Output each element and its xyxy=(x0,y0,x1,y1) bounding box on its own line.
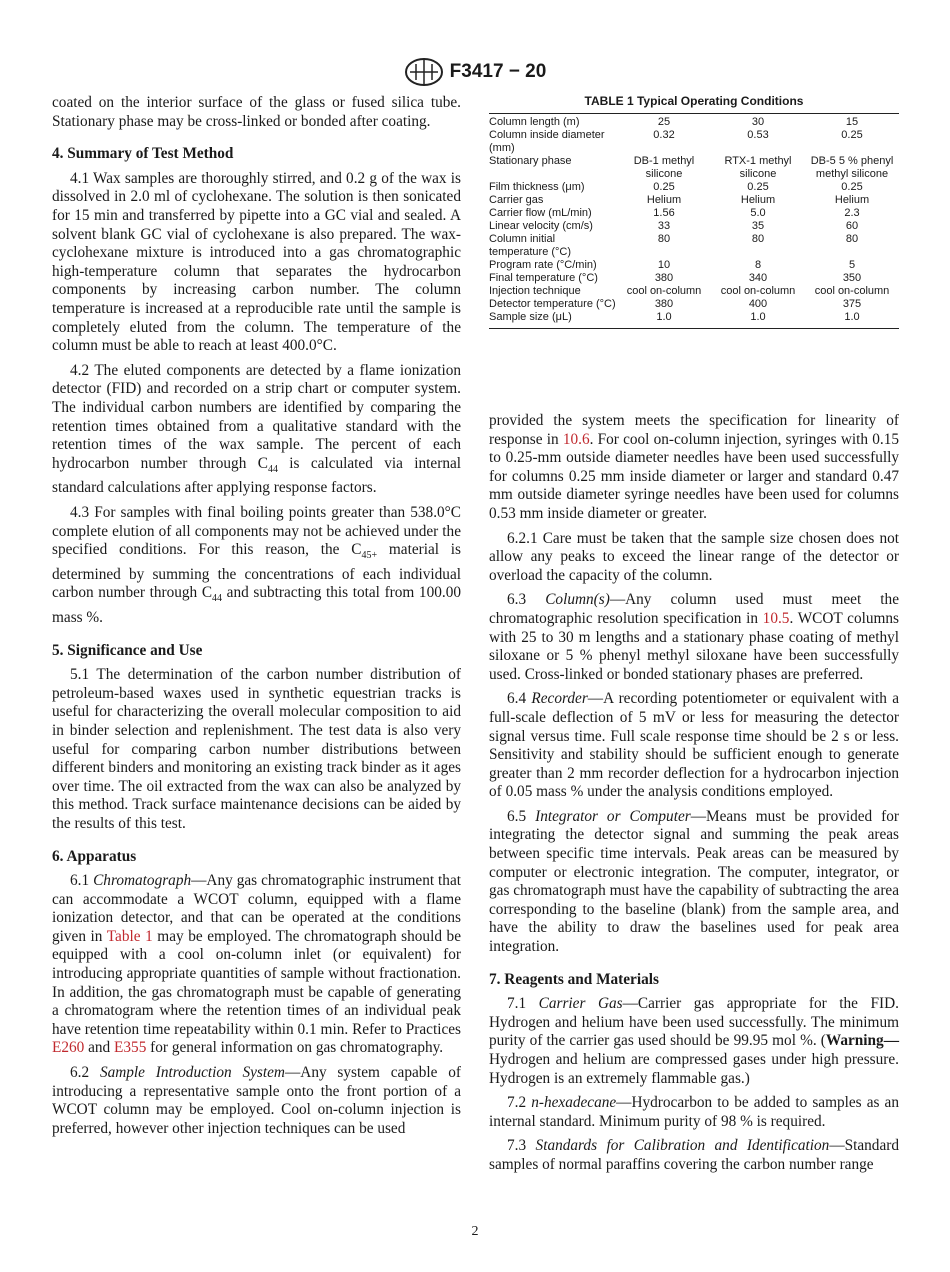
paragraph: 7.1 Carrier Gas—Carrier gas appropriate for the FID. Hydrogen and helium have been used successfully. The minimum purity of the carrier gas used should be 99.95 mol %. (Warning—Hydrogen and helium are compressed gases under high pressure. Hydrogen is an extremely flammable gas.) xyxy=(489,995,899,1087)
paragraph: 6.1 Chromatograph—Any gas chromatographic instrument that can accommodate a WCOT column, equipped with a flame ionization detector, and that can be operated at the conditions given in Table 1 may be employed. The chromatograph should be equipped with a cool on-column inlet (or equivalent) for introducing appropriate quantities of sample without fractionation. In addition, the gas chromatograph must be capable of generating a chromatogram where the retention times of an individual peak have retention time repeatability within 0.1 min. Refer to Practices E260 and E355 for general information on gas chromatography. xyxy=(52,872,461,1057)
section-heading: 6. Apparatus xyxy=(52,847,137,865)
table-cell: DB-5 5 % phenyl methyl silicone xyxy=(810,155,894,180)
left-column xyxy=(52,94,461,1144)
table-row xyxy=(489,129,899,155)
paragraph: 6.2 Sample Introduction System—Any system capable of introducing a representative sample onto the front portion of a WCOT column may be employed. Cool on-column injection is preferred, however other injection techniques can be used xyxy=(52,1064,461,1137)
table-cell: 80 xyxy=(845,233,859,245)
table-cell: 8 xyxy=(754,259,762,271)
table-1-link[interactable]: Table 1 xyxy=(106,927,153,945)
paragraph: 5.1 The determination of the carbon number distribution of petroleum-based waxes used in synthetic equestrian tracks is useful for characterizing the overall molecular composition to aid in binder selection and replenishment. The test data is also very useful for comparing carbon number distributions between different binders and monitoring an existing track binder as it ages over time. The oil extracted from the wax can also be analyzed by this method. Track surface maintenance decisions can be aided by the results of this test. xyxy=(52,666,461,832)
table-cell: 380 xyxy=(654,298,674,310)
table-title: TABLE 1 Typical Operating Conditions xyxy=(584,94,804,108)
table-cell: Helium xyxy=(834,194,870,206)
table-cell: 80 xyxy=(751,233,765,245)
e260-link[interactable]: E260 xyxy=(52,1039,85,1057)
table-cell: 350 xyxy=(842,272,862,284)
section-heading: 7. Reagents and Materials xyxy=(489,970,659,988)
table-row-label: Detector temperature (°C) xyxy=(489,298,616,310)
paragraph: 6.2.1 Care must be taken that the sample size chosen does not allow any peaks to exceed the linear range of the detector or overload the capacity of the column. xyxy=(489,529,899,584)
table-row-label: Final temperature (°C) xyxy=(489,272,598,284)
table-row-label: Stationary phase xyxy=(489,155,572,167)
table-cell: Helium xyxy=(646,194,682,206)
section-heading: 4. Summary of Test Method xyxy=(52,145,234,163)
table-cell: 400 xyxy=(748,298,768,310)
table-row xyxy=(489,311,899,329)
table-row xyxy=(489,181,899,194)
table-row xyxy=(489,220,899,233)
table-row-label: Column inside diameter (mm) xyxy=(489,129,605,154)
table-cell: 0.32 xyxy=(653,129,675,141)
table-cell: RTX-1 methyl silicone xyxy=(724,155,792,180)
section-10-6-link[interactable]: 10.6 xyxy=(562,430,590,448)
paragraph: 4.3 For samples with final boiling points greater than 538.0°C complete elution of all components may not be achieved under the specified conditions. For this reason, the $C_{45+}$ material is determined by summing the concentrations of each individual carbon number through $C_{44}$ and subtracting this total from 100.00 mass %. xyxy=(52,503,462,626)
table-cell: 1.0 xyxy=(617,311,711,329)
table-row xyxy=(489,155,899,181)
table-cell: 340 xyxy=(748,272,768,284)
table-cell: cool on-column xyxy=(720,285,796,297)
table-row-label: Injection technique xyxy=(489,285,581,297)
table-cell: 80 xyxy=(657,233,671,245)
table-row-label: Carrier flow (mL/min) xyxy=(489,207,592,219)
table-row xyxy=(489,272,899,285)
table-row-label: Linear velocity (cm/s) xyxy=(489,220,593,232)
e355-link[interactable]: E355 xyxy=(114,1039,147,1057)
table-row-label: Sample size (μL) xyxy=(489,311,617,329)
table-cell: Helium xyxy=(740,194,776,206)
table-cell: 5.0 xyxy=(750,207,766,219)
paragraph: 6.3 Column(s)—Any column used must meet the chromatographic resolution specification in 10.5. WCOT columns with 25 to 30 m lengths and a stationary phase coating of methyl siloxane or 5 % phenyl methyl siloxane have been successfully used. Cross-linked or bonded stationary phases are preferred. xyxy=(489,591,899,683)
table-cell: 380 xyxy=(654,272,674,284)
table-cell: DB-1 methyl silicone xyxy=(633,155,695,180)
table-cell: 15 xyxy=(805,114,899,130)
paragraph: 6.4 Recorder—A recording potentiometer or equivalent with a full-scale deflection of 5 mV or less for measuring the detector signal versus time. Full scale response time should be 2 s or less. Sensitivity and stability should be sufficient enough to generate greater than 2 mm recorder deflection for a hydrocarbon injection of 0.05 mass % under the analysis conditions employed. xyxy=(489,690,900,801)
paragraph: 6.5 Integrator or Computer—Means must be provided for integrating the detector signal and summing the peak areas between specific time intervals. Peak areas can be measured by computer or electronic integration. The computer, integrator, or gas chromatograph must have the capability of subtracting the area corresponding to the baseline (blank) from the sample area, and have the ability to draw the baselines used for peak area integration. xyxy=(489,807,899,956)
table-cell: 25 xyxy=(617,114,711,130)
operating-conditions-table xyxy=(489,94,899,329)
table-row-label: Column length (m) xyxy=(489,114,617,130)
table-cell: 0.25 xyxy=(653,181,675,193)
table-cell: 1.0 xyxy=(711,311,805,329)
right-column xyxy=(489,412,899,1181)
table-cell: 0.25 xyxy=(841,129,863,141)
section-heading: 5. Significance and Use xyxy=(52,641,203,659)
table-cell: 60 xyxy=(845,220,859,232)
table-row xyxy=(489,298,899,311)
astm-logo-icon xyxy=(404,56,444,88)
section-10-5-link[interactable]: 10.5 xyxy=(762,609,790,627)
page-header xyxy=(0,56,950,88)
table-row xyxy=(489,194,899,207)
page-number: 2 xyxy=(471,1224,479,1239)
table-cell: 2.3 xyxy=(844,207,860,219)
table-cell: 0.25 xyxy=(747,181,769,193)
table-row xyxy=(489,233,899,259)
table-cell: 30 xyxy=(711,114,805,130)
paragraph: 7.2 n-hexadecane—Hydrocarbon to be added to samples as an internal standard. Minimum purity of 98 % is required. xyxy=(489,1094,899,1130)
table-cell: 1.0 xyxy=(805,311,899,329)
table-cell: 375 xyxy=(842,298,862,310)
table xyxy=(489,113,899,329)
table-row-label: Program rate (°C/min) xyxy=(489,259,597,271)
paragraph: 4.1 Wax samples are thoroughly stirred, and 0.2 g of the wax is dissolved in 2.0 ml of cyclohexane. The solution is then sonicated for 15 min and transferred by pipette into a GC vial and sealed. A solvent blank GC vial of cyclohexane is also prepared. The wax-cyclohexane mixture is introduced into a gas chromatographic high-temperature column that separates the hydrocarbon components by increasing carbon number. The column temperature is increased at a reproducible rate until the sample is completely eluted from the column. The temperature of the column must be able to reach at least 400.0°C. xyxy=(52,169,461,355)
table-cell: 0.25 xyxy=(841,181,863,193)
table-cell: 35 xyxy=(751,220,765,232)
table-row-label: Film thickness (μm) xyxy=(489,181,585,193)
table-row xyxy=(489,207,899,220)
paragraph: 4.2 The eluted components are detected by a flame ionization detector (FID) and recorded on a strip chart or computer system. The individual carbon numbers are identified by comparing the retention times obtained from a qualitative standard with the retention times of the wax sample. The percent of each hydrocarbon number through $C_{44}$ is calculated via internal standard calculations after applying response factors. xyxy=(52,361,462,497)
paragraph: provided the system meets the specification for linearity of response in 10.6. For cool on-column injection, syringes with 0.15 to 0.25-mm outside diameter needles have been used successfully for columns 0.25 mm inside diameter or larger and standard 0.47 mm outside diameter syringe needles have been used for columns 0.53 mm inside diameter or greater. xyxy=(489,412,899,522)
table-cell: 10 xyxy=(657,259,671,271)
table-cell: cool on-column xyxy=(626,285,702,297)
table-row-label: Carrier gas xyxy=(489,194,544,206)
table-row xyxy=(489,114,899,130)
table-cell: 1.56 xyxy=(653,207,675,219)
table-cell: cool on-column xyxy=(814,285,890,297)
table-row xyxy=(489,285,899,298)
paragraph: 7.3 Standards for Calibration and Identification—Standard samples of normal paraffins covering the carbon number range xyxy=(489,1137,899,1173)
standard-designation: F3417 − 20 xyxy=(449,61,547,82)
table-row-label: Column initial temperature (°C) xyxy=(489,233,572,258)
table-cell: 0.53 xyxy=(747,129,769,141)
paragraph: coated on the interior surface of the glass or fused silica tube. Stationary phase may be cross-linked or bonded after coating. xyxy=(52,94,461,130)
table-cell: 5 xyxy=(848,259,856,271)
table-row xyxy=(489,259,899,272)
table-cell: 33 xyxy=(657,220,671,232)
